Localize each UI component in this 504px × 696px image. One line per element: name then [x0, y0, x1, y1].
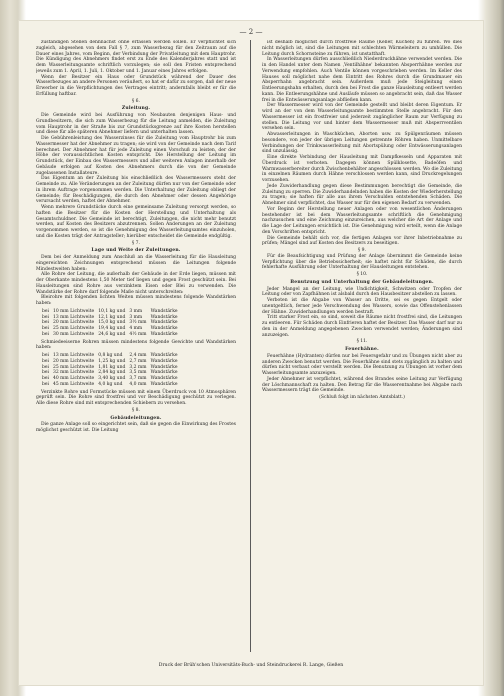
paragraph: Jeder Mangel an der Leitung, wie Undichtigkeit, Schwitzen oder Tropfen der Leitung oder von Zapfhähnen ist alsbald durch den Hausbesitzer abstellen zu lassen. — [262, 286, 462, 298]
table-cell: Wandstärke — [150, 308, 178, 314]
section-number: § 10. — [356, 272, 368, 277]
table-cell: bei — [42, 331, 49, 337]
table-cell: bei — [42, 326, 49, 331]
paragraph: Tritt starker Frost ein, so sind, soweit die Räume nicht frostfrei sind, die Leitungen zu entleeren. Für Schäden durch Einfrieren haftet der Besitzer. Das Wasser darf nur zu den in der Anmeldung angegebenen Zwecken verwendet werden; Änderungen sind anzuzeigen. — [262, 315, 462, 338]
right-column — [262, 40, 462, 658]
section-number: § 9. — [358, 248, 366, 253]
table-row — [42, 353, 182, 359]
table-cell: bei — [42, 320, 49, 326]
table-cell: bei — [42, 314, 49, 320]
table-cell: Wandstärke — [150, 381, 178, 387]
table-cell: 25 mm Lichtweite — [52, 364, 95, 370]
paragraph: ist deshalb möglichst durch frostfreie Räume (Keller, Küchen) zu führen. Wo dies nicht möglich ist, sind die Leitungen mit schlechten Wärmeleitern zu umhüllen. Die Leitung durch Schornsteine zu führen, ist unstatthaft. — [262, 40, 462, 57]
document-page — [18, 20, 484, 686]
table-row — [42, 326, 182, 332]
table-cell: Wandstärke — [150, 376, 178, 381]
paragraph: Bleirohre mit folgenden lichten Weiten müssen mindestens folgende Wandstärken haben: — [36, 295, 236, 306]
section-heading: Zuleitung. — [121, 106, 151, 112]
table-cell: 3,5 mm — [129, 370, 147, 376]
table-cell: 10,1 kg und — [98, 308, 126, 314]
paragraph: Wenn der Besitzer ein Haus oder Grundstück während der Dauer des Wasserbezuges an andere Personen veräußert, so hat er dafür zu sorgen, daß der neue Erwerber in die Verpflichtungen des Vertrages eintritt; andernfalls bleibt er für die Erfüllung haftbar. — [36, 74, 236, 97]
table-cell: Wandstärke — [150, 320, 178, 326]
table-cell: Wandstärke — [150, 358, 178, 364]
table-cell: 13 mm Lichtweite — [52, 314, 95, 320]
table-cell: bei — [42, 308, 49, 314]
paragraph: Der Wassermesser wird von der Gemeinde gestellt und bleibt deren Eigentum. Er wird an der von dem Wasserleitungsamte bestimmten Stelle angebracht. Für den Wassermesser ist ein frostfreier und jederzeit zugänglicher Raum zur Verfügung zu stellen. Die Leitung vor und hinter dem Wassermesser muß mit Absperrventilen versehen sein. — [262, 103, 462, 132]
paragraph: Die ganze Anlage soll so eingerichtet sein, daß sie gegen die Einwirkung des Frostes möglichst geschützt ist. Die Leitung — [36, 422, 236, 433]
paragraph: Verzinkte Rohre und Formstücke müssen mit einem Überdruck von 10 Atmosphären geprüft sein. Die Rohre sind frostfrei und vor Beschädigung geschützt zu verlegen. Alle diese Rohre sind mit entsprechenden Schiebern zu versehen. — [36, 389, 236, 406]
table-cell: 1,81 kg und — [98, 364, 126, 370]
table-cell: 13 mm Lichtweite — [52, 353, 95, 358]
table-cell: 30 mm Lichtweite — [52, 331, 95, 337]
table-cell: 25 mm Lichtweite — [52, 326, 95, 331]
paragraph: Feuerhähne (Hydranten) dürfen nur bei Feuersgefahr und zu Übungen nicht aber zu anderen Zwecken benutzt werden. Die Feuerhähne sind stets zugänglich zu halten und dürfen nicht verbaut oder verstellt werden. Die Benutzung zu Übungen ist vorher dem Wasserleitungsamte anzuzeigen. — [262, 353, 462, 376]
left-column — [36, 40, 236, 658]
table-cell: 20 mm Lichtweite — [52, 358, 95, 364]
section-heading: Gebäudeleitungen. — [110, 415, 162, 421]
paragraph: Die Gemeinde behält sich vor, die fertigen Anlagen vor ihrer Inbetriebnahme zu prüfen; Mängel sind auf Kosten des Besitzers zu beseitigen. — [262, 235, 462, 247]
table-cell: bei — [42, 370, 49, 376]
paragraph: Alle Rohre der Leitung, die außerhalb der Gebäude in der Erde liegen, müssen mit der Oberkante mindestens 1,50 Meter tief liegen und gegen Frost geschützt sein. Bei Hausleitungen sind Rohre aus verzinktem Eisen oder Blei zu verwenden. Die Wandstärke der Rohre darf folgende Maße nicht unterschreiten: — [36, 272, 236, 295]
table-cell: 40 mm Lichtweite — [52, 376, 95, 381]
table-cell: 2,4 mm — [129, 353, 147, 358]
section-number: § 7. — [132, 240, 140, 246]
continued-note: (Schluß folgt im nächsten Amtsblatt.) — [319, 395, 405, 400]
table-cell: 19,4 kg und — [98, 326, 126, 331]
paragraph: Verboten ist die Abgabe von Wasser an Dritte, sei es gegen Entgelt oder unentgeltlich, ferner jede Verschwendung des Wassers, sowie das Offenstehenlassen der Hähne. Zuwiderhandlungen werden bestraft. — [262, 298, 462, 315]
section-number: § 11. — [356, 339, 368, 345]
table-cell: 3½ mm — [129, 320, 147, 326]
table-cell: 20 mm Lichtweite — [52, 320, 95, 326]
table-cell: 4,0 kg und — [98, 381, 123, 387]
table-cell: Wandstärke — [150, 331, 178, 337]
table-cell: 1,25 kg und — [98, 358, 126, 364]
table-cell: 2,7 mm — [129, 358, 147, 364]
paragraph: Eine direkte Verbindung der Hausleitung mit Dampfkesseln und Apparaten mit Überdruck ist verboten. Dagegen können Spülklosette, Badeöfen und Warmwasserbereiter durch Zwischenbehälter angeschlossen werden. Wo die Zuleitung in einzelnen Räumen durch Hähne verschlossen werden kann, sind Druckregelungen vorzusehen. — [262, 155, 462, 183]
table-cell: Wandstärke — [150, 370, 178, 376]
lead-pipe-table — [42, 309, 182, 338]
paragraph: Abwasserleitungen in Waschküchen, Aborten usw. zu Spülgenräumen müssen besondere, von jeder der übrigen Leitungen getrennte Röhren haben. Unmittelbare Verbindungen der Trinkwasserleitung mit Abortspülung oder Entwässerungsanlagen sind unzulässig. — [262, 132, 462, 155]
printer-footer: Druck der Brüh'schen Universitäts-Buch- und Steindruckerei R. Lange, Gießen — [158, 663, 344, 668]
table-cell: bei — [42, 364, 49, 370]
table-row — [42, 382, 182, 388]
section-number: § 6. — [132, 98, 140, 104]
paragraph: Dem bei der Anmeldung zum Anschluß an die Wasserleitung für die Hausleitung eingereichten Zeichnungen entsprechend müssen die Leitungen folgende Mindestweiten haben: — [36, 255, 236, 272]
table-cell: 12,1 kg und — [98, 314, 126, 320]
table-cell: Wandstärke — [150, 353, 178, 358]
paragraph: Das Eigentum an der Zuleitung bis einschließlich des Wassermessers steht der Gemeinde zu. Alle Veränderungen an der Zuleitung dürfen nur von der Gemeinde oder in ihrem Auftrage vorgenommen werden. Die Unterhaltung der Zuleitung obliegt der Gemeinde; für Beschädigungen, die durch den Abnehmer oder dessen Angehörige verursacht werden, haftet der Abnehmer. — [36, 176, 236, 205]
paragraph: Die Gemeinde wird bei Ausführung von Neubauten denjenigen Haus- und Grundbesitzern, die sich zum Wasserbezug für die Leitung anmelden, die Zuleitung vom Hauptrohr in der Straße bis zur Grundstücksgrenze auf ihre Kosten herstellen und diese für alle späteren Abnehmer liefern und unterhalten lassen. — [36, 113, 236, 136]
section-heading: Feuerhähne. — [345, 347, 379, 352]
table-cell: 24,6 kg und — [98, 331, 126, 337]
table-row — [42, 359, 182, 365]
table-cell: 3,40 kg und — [98, 376, 126, 381]
table-cell: 3 mm — [129, 308, 143, 314]
section-heading: Benutzung und Unterhaltung der Gebäudeleitungen. — [290, 279, 434, 285]
table-cell: 3 mm — [129, 314, 143, 320]
table-cell: 2,84 kg und — [98, 370, 126, 376]
paragraph: In Wasserleitungen dürfen ausschließlich Niederdruckhähne verwendet werden. Die in den Handel unter dem Namen ‚Ventilhähne' bekannten Absperrhähne werden zur Verwendung empfohlen. Auch Ventile können vorgeschrieben werden. Im Keller des Hauses soll möglichst nahe dem Eintritt des Rohres durch die Grundmauer ein Absperrhahn angebracht sein. Außerdem muß jede Steigleitung einen Entleerungshahn erhalten, durch den bei Frost die ganze Hausleitung entleert werden kann. Die Entleerungshähne und Ausläufe müssen so angebracht sein, daß das Wasser frei in die Entwässerungsanlage abfließen kann. — [262, 57, 462, 103]
table-row — [42, 376, 182, 382]
paragraph: Schmiedeeiserne Rohren müssen mindestens folgende Gewichte und Wandstärken haben: — [36, 339, 236, 351]
paragraph: Jeder Abnehmer ist verpflichtet, während des Brandes seine Leitung zur Verfügung der Löschmannschaft zu halten. Den Betrag für die Wasserentnahme bei Abgabe nach Wassermessern trägt die Gemeinde. — [262, 376, 462, 394]
table-cell: bei — [42, 376, 49, 381]
table-cell: 4½ mm — [129, 331, 147, 337]
paragraph: Jede Zuwiderhandlung gegen diese Bestimmungen berechtigt die Gemeinde, die Zuleitung zu sperren. Die Zuwiderhandelnden haben die Kosten der Wiederherstellung zu tragen; sie haften für alle aus ihrem Verschulden entstehenden Schäden. Die Abnehmer sind verpflichtet, das Wasser nur für den eigenen Bedarf zu verwenden. — [262, 183, 462, 206]
table-row — [42, 332, 182, 338]
table-cell: Wandstärke — [150, 326, 178, 331]
table-cell: 32 mm Lichtweite — [52, 370, 95, 376]
table-cell: Wandstärke — [150, 364, 178, 370]
paragraph: Die Gebührenleistung des Wasserzinses für die Zuleitung vom Hauptrohr bis zum Wassermesser hat der Abnehmer zu tragen; sie wird von der Gemeinde nach dem Tarif berechnet. Der Abnehmer hat für jede Zuleitung einen Vorschuß zu leisten, der der Höhe der voraussichtlichen Kosten entspricht. Die Herstellung der Leitung im Grundstück, der Einbau des Wassermessers und aller weiteren Anlagen innerhalb der Gebäude erfolgen auf Kosten des Abnehmers durch die von der Gemeinde zugelassenen Installateure. — [36, 136, 236, 176]
table-cell: 4 mm — [129, 326, 143, 331]
table-cell: 4,0 mm — [129, 381, 147, 387]
section-number: § 8. — [132, 407, 140, 413]
paragraph: Wenn mehrere Grundstücke durch eine gemeinsame Zuleitung versorgt werden, so haften die Besitzer für die Kosten der Herstellung und Unterhaltung als Gesamtschuldner. Die Gemeinde ist berechtigt, Zuleitungen, die nicht mehr benutzt werden, auf Kosten des Besitzers abzutrennen. Sollen Änderungen an der Zuleitung vorgenommen werden, so ist die Genehmigung des Wasserleitungsamtes einzuholen, und die Kosten trägt der Antragsteller; hierüber entscheidet die Gemeinde endgültig. — [36, 205, 236, 239]
table-cell: bei — [42, 381, 49, 387]
table-cell: bei — [42, 353, 49, 358]
page-number: — 2 — — [239, 28, 263, 36]
table-cell: 15,0 kg und — [98, 320, 126, 326]
table-cell: 3,7 mm — [129, 376, 147, 381]
iron-pipe-table — [42, 353, 182, 388]
paragraph: zuständigen Stellen dennnächst ohne erfassen werden sollen. Er verpflichtet sich zugleich, abgesehen von dem Fall § 7, zum Wasserbezug für den Zeitraum auf die Dauer eines Jahres, vom Beginn, der Verbindung der Privatleitung mit dem Hauptrohr. Die Kündigung des Abnehmers findet erst zu Ende des Kalenderjahres statt und ist dem Wasserleitungsamte schriftlich vorzulegen; sie soll den Fristen entsprechend jeweils zum 1. April, 1. Juli, 1. Oktober und 1. Januar eines Jahres erfolgen. — [36, 40, 236, 74]
table-cell: bei — [42, 358, 49, 364]
paragraph: Für die Beaufsichtigung und Prüfung der Anlage übernimmt die Gemeinde keine Verpflichtung über die Betriebssicherheit; sie haftet nicht für Schäden, die durch fehlerhafte Ausführung oder Unterhaltung der Hausleitungen entstehen. — [262, 253, 462, 271]
column-divider — [250, 40, 251, 652]
table-row — [42, 309, 182, 315]
table-cell: 3,2 mm — [129, 364, 147, 370]
paragraph: Vor Beginn der Herstellung neuer Anlagen oder von wesentlichen Änderungen bestehender ist bei dem Wasserleitungsamte schriftlich die Genehmigung nachzusuchen und eine Zeichnung einzureichen, aus welcher die Art der Anlage und die Lage der Leitungen ersichtlich ist. Die Genehmigung wird erteilt, wenn die Anlage den Vorschriften entspricht. — [262, 206, 462, 235]
section-heading: Lage und Weite der Zuleitungen. — [91, 248, 181, 254]
table-cell: 0,8 kg und — [98, 353, 123, 358]
table-cell: 10 mm Lichtweite — [52, 308, 95, 314]
table-cell: 45 mm Lichtweite — [52, 381, 95, 387]
table-cell: Wandstärke — [150, 314, 178, 320]
